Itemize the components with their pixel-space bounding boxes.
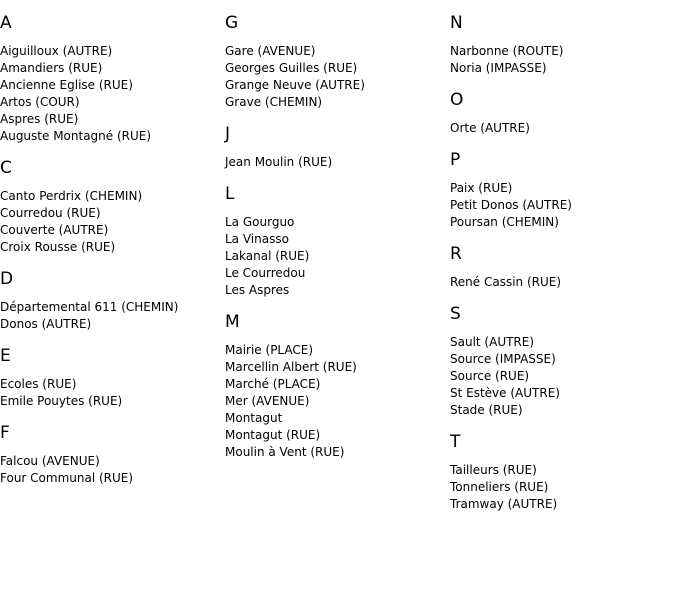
street-list [0,188,225,256]
letter-heading: O [450,90,464,110]
street-item: Départemental 611 (CHEMIN) [0,300,179,314]
index-column [225,0,450,472]
letter-heading: J [225,124,231,144]
street-item: Amandiers (RUE) [0,61,103,75]
letter-heading: G [225,13,239,33]
street-item: Grange Neuve (AUTRE) [225,78,365,92]
letter-group [0,13,225,145]
street-item: Croix Rousse (RUE) [0,240,116,254]
letter-group [225,124,450,171]
street-list [450,180,675,231]
letter-heading: T [450,432,461,452]
street-item: Grave (CHEMIN) [225,95,323,109]
street-list [450,274,675,291]
index-column [450,0,675,524]
street-item: Aiguilloux (AUTRE) [0,44,113,58]
street-item: Lakanal (RUE) [225,249,310,263]
street-item: La Gourguo [225,215,295,229]
street-item: Tailleurs (RUE) [450,463,537,477]
letter-group [225,184,450,299]
letter-group [450,304,675,419]
letter-group [0,158,225,256]
street-item: Narbonne (ROUTE) [450,44,564,58]
letter-group [225,13,450,111]
letter-group [225,312,450,461]
letter-heading: S [450,304,461,324]
street-item: Noria (IMPASSE) [450,61,547,75]
street-item: Ancienne Eglise (RUE) [0,78,133,92]
street-item: Montagut [225,411,283,425]
street-item: Courredou (RUE) [0,206,101,220]
letter-group [450,432,675,513]
street-item: Marché (PLACE) [225,377,321,391]
street-item: Emile Pouytes (RUE) [0,394,123,408]
street-item: Paix (RUE) [450,181,513,195]
letter-group [0,346,225,410]
street-item: Donos (AUTRE) [0,317,92,331]
street-item: Tonneliers (RUE) [450,480,549,494]
street-item: Falcou (AVENUE) [0,454,100,468]
street-item: Tramway (AUTRE) [450,497,558,511]
street-item: Montagut (RUE) [225,428,321,442]
index-column [0,0,225,498]
letter-heading: F [0,423,10,443]
street-item: Ecoles (RUE) [0,377,77,391]
street-list [225,342,450,461]
street-item: Canto Perdrix (CHEMIN) [0,189,143,203]
letter-heading: R [450,244,462,264]
letter-heading: M [225,312,240,332]
letter-group [450,13,675,77]
street-item: Artos (COUR) [0,95,80,109]
street-list [225,43,450,111]
street-item: Jean Moulin (RUE) [225,155,333,169]
street-list [450,334,675,419]
street-item: Stade (RUE) [450,403,523,417]
street-list [225,154,450,171]
street-item: Auguste Montagné (RUE) [0,129,152,143]
street-list [450,120,675,137]
street-list [450,462,675,513]
street-list [225,214,450,299]
street-item: Petit Donos (AUTRE) [450,198,572,212]
letter-group [450,90,675,137]
letter-group [450,150,675,231]
street-item: Orte (AUTRE) [450,121,530,135]
street-item: Marcellin Albert (RUE) [225,360,357,374]
street-item: Source (RUE) [450,369,530,383]
letter-heading: C [0,158,12,178]
street-item: Aspres (RUE) [0,112,79,126]
street-item: Sault (AUTRE) [450,335,535,349]
street-item: Mairie (PLACE) [225,343,314,357]
street-item: Mer (AVENUE) [225,394,310,408]
letter-heading: L [225,184,235,204]
street-item: Les Aspres [225,283,290,297]
street-list [0,299,225,333]
street-list [0,43,225,145]
street-item: La Vinasso [225,232,289,246]
letter-heading: A [0,13,12,33]
letter-heading: P [450,150,461,170]
street-item: Four Communal (RUE) [0,471,134,485]
street-item: Couverte (AUTRE) [0,223,109,237]
street-item: Georges Guilles (RUE) [225,61,358,75]
street-list [450,43,675,77]
letter-group [0,423,225,487]
letter-group [0,269,225,333]
street-item: Source (IMPASSE) [450,352,556,366]
letter-group [450,244,675,291]
street-list [0,376,225,410]
letter-heading: D [0,269,14,289]
letter-heading: N [450,13,463,33]
street-item: Le Courredou [225,266,306,280]
street-item: Gare (AVENUE) [225,44,316,58]
street-item: René Cassin (RUE) [450,275,562,289]
street-item: Poursan (CHEMIN) [450,215,559,229]
street-list [0,453,225,487]
street-item: Moulin à Vent (RUE) [225,445,345,459]
street-item: St Estève (AUTRE) [450,386,560,400]
letter-heading: E [0,346,11,366]
